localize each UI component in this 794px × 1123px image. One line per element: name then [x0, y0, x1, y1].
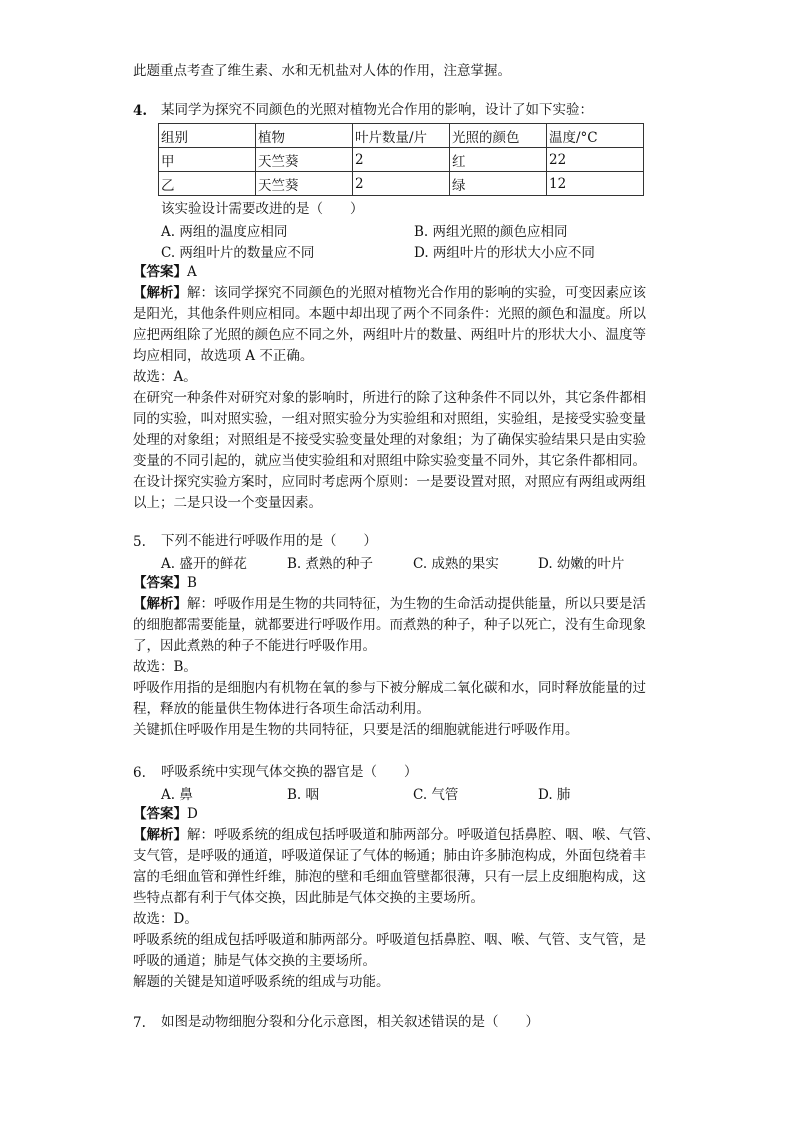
analysis-text: 的细胞都需要能量，就都要进行呼吸作用。而煮熟的种子，种子以死亡，没有生命现象 — [133, 617, 646, 633]
analysis-tag: 【解析】 — [133, 827, 187, 843]
table-cell: 2 — [353, 172, 450, 196]
table-row — [159, 172, 644, 196]
experiment-table — [158, 123, 644, 196]
question-7-stem: 如图是动物细胞分裂和分化示意图，相关叙述错误的是（ ） — [161, 1014, 539, 1030]
answer-line — [133, 262, 197, 283]
analysis-text: 了，因此煮熟的种子不能进行呼吸作用。 — [133, 638, 376, 654]
table-header-cell: 植物 — [256, 124, 353, 148]
analysis-tag: 【解析】 — [133, 285, 187, 301]
question-6-stem: 呼吸系统中实现气体交换的器官是（ ） — [161, 764, 418, 780]
option-d: D. 幼嫩的叶片 — [538, 556, 625, 572]
option-a: A. 盛开的鲜花 — [161, 556, 247, 572]
option-b: B. 两组光照的颜色应相同 — [414, 224, 568, 240]
table-cell: 12 — [547, 172, 644, 196]
answer-line — [133, 573, 197, 594]
analysis-text: 故选：B。 — [133, 659, 197, 675]
table-row — [159, 148, 644, 172]
answer-value: A — [187, 264, 197, 280]
option-a: A. 鼻 — [161, 787, 193, 803]
question-5-number: 5. — [133, 534, 146, 550]
answer-tag: 【答案】 — [133, 806, 187, 822]
table-cell: 22 — [547, 148, 644, 172]
analysis-text: 是阳光，其他条件则应相同。本题中却出现了两个不同条件：光照的颜色和温度。所以 — [133, 306, 646, 322]
table-header-cell: 组别 — [159, 124, 256, 148]
analysis-text: 关键抓住呼吸作用是生物的共同特征，只要是活的细胞就能进行呼吸作用。 — [133, 722, 579, 738]
analysis-text: 解：该同学探究不同颜色的光照对植物光合作用的影响的实验，可变因素应该 — [187, 285, 646, 301]
analysis-text: 富的毛细血管和弹性纤维，肺泡的壁和毛细血管壁都很薄，只有一层上皮细胞构成，这 — [133, 869, 646, 885]
answer-tag: 【答案】 — [133, 575, 187, 591]
analysis-text: 故选：A。 — [133, 369, 197, 385]
table-cell: 乙 — [159, 172, 256, 196]
question-5-stem: 下列不能进行呼吸作用的是（ ） — [161, 533, 377, 549]
analysis-line — [133, 283, 646, 304]
analysis-line — [133, 594, 646, 615]
analysis-text: 支气管，是呼吸的通道，呼吸道保证了气体的畅通；肺由许多肺泡构成，外面包绕着丰 — [133, 848, 646, 864]
analysis-text: 解：呼吸系统的组成包括呼吸道和肺两部分。呼吸道包括鼻腔、咽、喉、气管、 — [187, 827, 660, 843]
intro-text: 此题重点考查了维生素、水和无机盐对人体的作用，注意掌握。 — [133, 63, 511, 79]
analysis-text: 呼吸系统的组成包括呼吸道和肺两部分。呼吸道包括鼻腔、咽、喉、气管、支气管，是 — [133, 932, 646, 948]
table-cell: 天竺葵 — [256, 148, 353, 172]
analysis-line — [133, 825, 660, 846]
analysis-text: 解题的关键是知道呼吸系统的组成与功能。 — [133, 974, 390, 990]
question-4-prompt: 该实验设计需要改进的是（ ） — [161, 201, 364, 217]
question-6-number: 6. — [133, 765, 146, 781]
option-d: D. 两组叶片的形状大小应不同 — [414, 245, 595, 261]
option-c: C. 两组叶片的数量应不同 — [161, 245, 315, 261]
answer-value: D — [187, 806, 198, 822]
option-d: D. 肺 — [538, 787, 571, 803]
analysis-text: 以上；二是只设一个变量因素。 — [133, 495, 322, 511]
analysis-text: 处理的对象组；对照组是不接受实验变量处理的对象组；为了确保实验结果只是由实验 — [133, 432, 646, 448]
option-b: B. 煮熟的种子 — [287, 556, 374, 572]
analysis-text: 呼吸作用指的是细胞内有机物在氧的参与下被分解成二氧化碳和水，同时释放能量的过 — [133, 680, 646, 696]
table-cell: 绿 — [450, 172, 547, 196]
option-a: A. 两组的温度应相同 — [161, 224, 288, 240]
answer-value: B — [187, 575, 197, 591]
analysis-text: 应把两组除了光照的颜色应不同之外，两组叶片的数量、两组叶片的形状大小、温度等 — [133, 327, 646, 343]
option-c: C. 气管 — [413, 787, 459, 803]
analysis-text: 解：呼吸作用是生物的共同特征，为生物的生命活动提供能量，所以只要是活 — [187, 596, 646, 612]
analysis-text: 呼吸的通道；肺是气体交换的主要场所。 — [133, 953, 376, 969]
analysis-text: 变量的不同引起的，就应当使实验组和对照组中除实验变量不同外，其它条件都相同。 — [133, 453, 646, 469]
table-cell: 2 — [353, 148, 450, 172]
analysis-text: 均应相同，故选项 A 不正确。 — [133, 348, 314, 364]
option-c: C. 成熟的果实 — [413, 556, 499, 572]
question-4-number: 4. — [133, 103, 148, 119]
answer-tag: 【答案】 — [133, 264, 187, 280]
analysis-text: 同的实验，叫对照实验，一组对照实验分为实验组和对照组，实验组，是接受实验变量 — [133, 411, 646, 427]
analysis-text: 在研究一种条件对研究对象的影响时，所进行的除了这种条件不同以外，其它条件都相 — [133, 390, 646, 406]
analysis-text: 故选：D。 — [133, 911, 198, 927]
table-cell: 红 — [450, 148, 547, 172]
analysis-text: 程，释放的能量供生物体进行各项生命活动利用。 — [133, 701, 430, 717]
question-7-number: 7. — [133, 1015, 146, 1031]
answer-line — [133, 804, 198, 825]
question-4-stem: 某同学为探究不同颜色的光照对植物光合作用的影响，设计了如下实验： — [161, 102, 593, 118]
table-header-row — [159, 124, 644, 148]
analysis-text: 在设计探究实验方案时，应同时考虑两个原则：一是要设置对照，对照应有两组或两组 — [133, 474, 646, 490]
option-b: B. 咽 — [287, 787, 320, 803]
table-cell: 天竺葵 — [256, 172, 353, 196]
table-cell: 甲 — [159, 148, 256, 172]
analysis-text: 些特点都有利于气体交换，因此肺是气体交换的主要场所。 — [133, 890, 484, 906]
table-header-cell: 叶片数量/片 — [353, 124, 450, 148]
analysis-tag: 【解析】 — [133, 596, 187, 612]
table-header-cell: 温度/°C — [547, 124, 644, 148]
table-header-cell: 光照的颜色 — [450, 124, 547, 148]
